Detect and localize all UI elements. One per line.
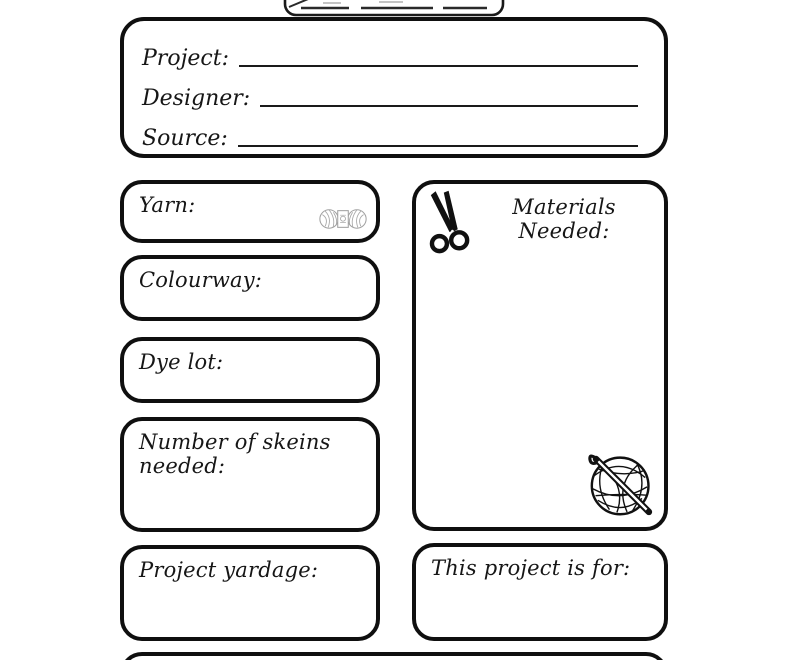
yarn-ball-with-crochet-hook-icon [583, 446, 661, 528]
colourway-box [120, 255, 380, 321]
project-info-box [120, 17, 668, 158]
skeins-needed-box [120, 417, 380, 532]
source-field-row [140, 113, 648, 153]
banner-graphic [283, 0, 505, 18]
project-field-row [140, 33, 648, 73]
designer-label: Designer: [142, 86, 251, 111]
project-yardage-box [120, 545, 380, 641]
this-project-is-for-label: This project is for: [431, 556, 631, 580]
dye-lot-label: Dye lot: [139, 350, 224, 374]
bottom-notes-box [120, 652, 668, 660]
materials-needed-label: Materials Needed: [512, 195, 616, 244]
designer-field-row [140, 73, 648, 113]
skeins-needed-label: Number of skeins needed: [139, 430, 331, 479]
yarn-label: Yarn: [139, 193, 196, 217]
yarn-box [120, 180, 380, 243]
source-label: Source: [142, 126, 228, 151]
dye-lot-box [120, 337, 380, 403]
source-write-line [238, 137, 638, 147]
designer-write-line [260, 97, 638, 107]
project-write-line [239, 57, 638, 67]
yarn-skein-icon [319, 206, 367, 236]
colourway-label: Colourway: [139, 268, 263, 292]
scissors-icon [426, 189, 476, 259]
this-project-is-for-box [412, 543, 668, 641]
project-label: Project: [142, 46, 229, 71]
materials-needed-box [412, 180, 668, 531]
project-yardage-label: Project yardage: [139, 558, 319, 582]
